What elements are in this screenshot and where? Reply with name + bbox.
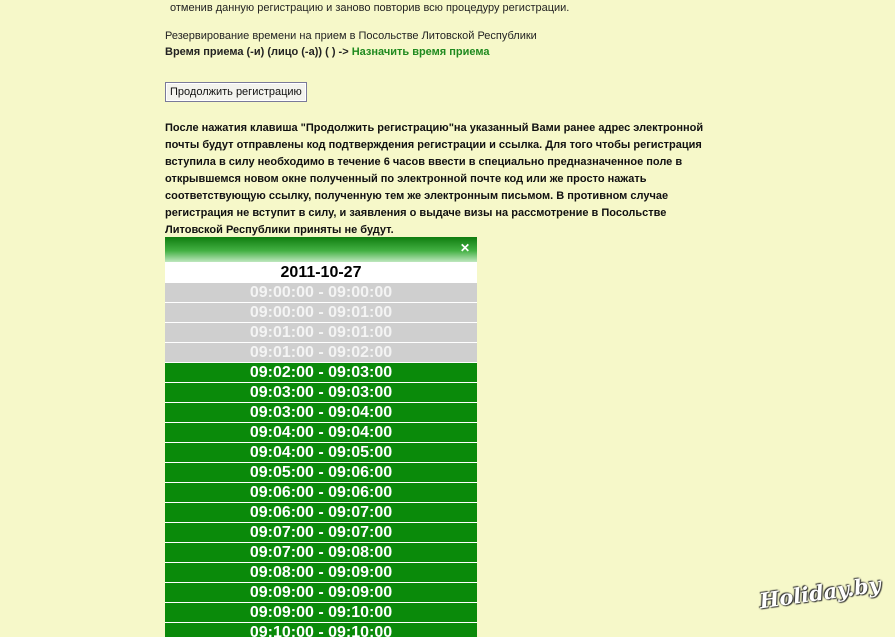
popup-header: [165, 237, 477, 262]
time-slot-row[interactable]: 09:07:00 - 09:08:00: [165, 543, 477, 563]
time-slot-row[interactable]: 09:08:00 - 09:09:00: [165, 563, 477, 583]
time-slot-row: 09:01:00 - 09:02:00: [165, 343, 477, 363]
top-text: отменив данную регистрацию и заново повторив всю процедуру регистрации.: [170, 2, 570, 14]
time-slot-popup: [165, 237, 477, 637]
time-slot-row[interactable]: 09:03:00 - 09:03:00: [165, 383, 477, 403]
assign-time-link[interactable]: Назначить время приема: [351, 46, 490, 58]
watermark-logo: Holiday.by: [757, 571, 883, 614]
time-slot-row[interactable]: 09:06:00 - 09:06:00: [165, 483, 477, 503]
reservation-title: Резервирование времени на прием в Посольстве Литовской Республики: [165, 30, 537, 42]
appointment-time-line: [165, 46, 489, 58]
time-slot-row[interactable]: 09:06:00 - 09:07:00: [165, 503, 477, 523]
time-slot-row[interactable]: 09:09:00 - 09:09:00: [165, 583, 477, 603]
time-slot-row[interactable]: 09:03:00 - 09:04:00: [165, 403, 477, 423]
time-slot-list: [165, 283, 477, 637]
time-slot-row: 09:00:00 - 09:00:00: [165, 283, 477, 303]
time-slot-row[interactable]: 09:04:00 - 09:05:00: [165, 443, 477, 463]
time-slot-row: 09:00:00 - 09:01:00: [165, 303, 477, 323]
time-slot-row[interactable]: 09:02:00 - 09:03:00: [165, 363, 477, 383]
time-slot-row[interactable]: 09:07:00 - 09:07:00: [165, 523, 477, 543]
info-text: После нажатия клавиша "Продолжить регистрацию"на указанный Вами ранее адрес электронной почты будут отправлены код подтверждения регистрации и ссылка. Для того чтобы регистрация вступила в силу необходимо в течение 6 часов ввести в специально предназначенное поле в открывшемся новом окне полученный по электронной почте код или же просто нажать соответствующую ссылку, полученную тем же электронным письмом. В противном случае регистрация не вступит в силу, и заявления о выдаче визы на рассмотрение в Посольстве Литовской Республики приняты не будут.: [165, 122, 704, 236]
close-icon[interactable]: ✕: [459, 241, 471, 255]
appointment-time-label: Время приема (-и) (лицо (-а)) ( ) ->: [165, 46, 352, 58]
time-slot-row: 09:01:00 - 09:01:00: [165, 323, 477, 343]
time-slot-row[interactable]: 09:05:00 - 09:06:00: [165, 463, 477, 483]
time-slot-row[interactable]: 09:04:00 - 09:04:00: [165, 423, 477, 443]
continue-registration-button[interactable]: Продолжить регистрацию: [165, 82, 307, 102]
time-slot-row[interactable]: 09:10:00 - 09:10:00: [165, 623, 477, 637]
time-slot-row[interactable]: 09:09:00 - 09:10:00: [165, 603, 477, 623]
popup-date: 2011-10-27: [165, 262, 477, 283]
